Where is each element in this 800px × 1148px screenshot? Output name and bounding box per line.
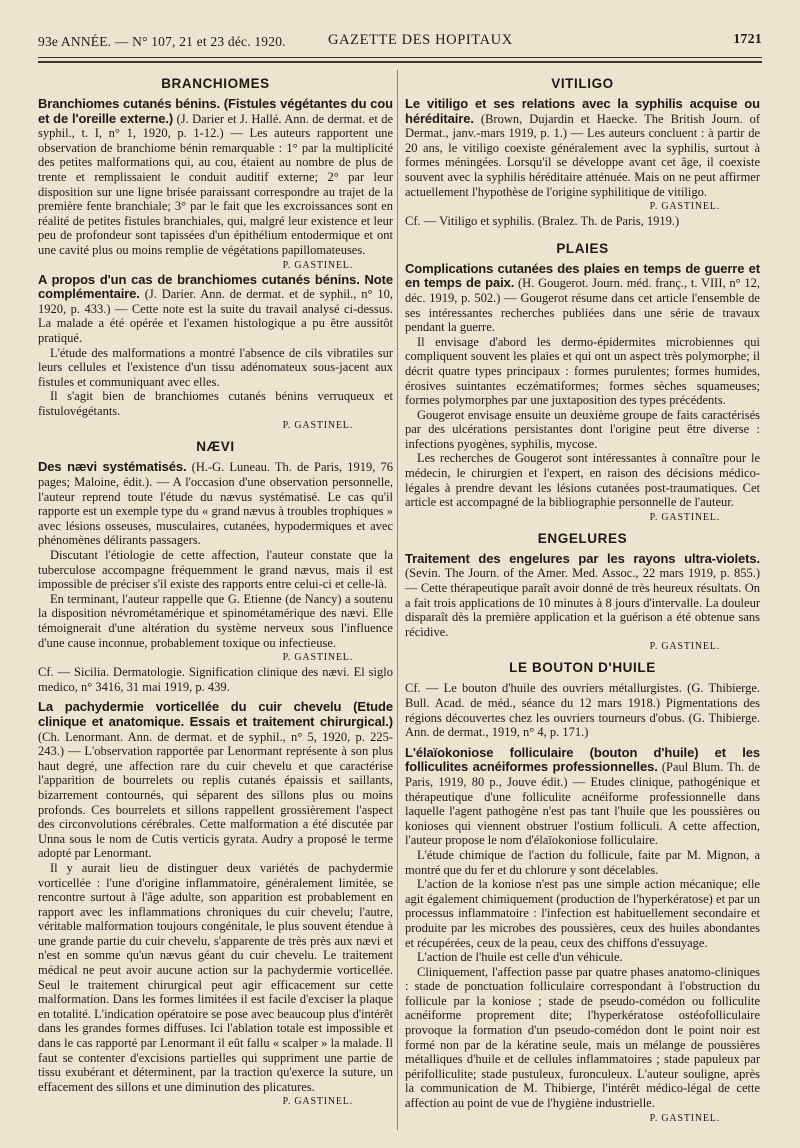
section-title: PLAIES xyxy=(556,240,609,256)
article-body: (Brown, Dujardin et Haecke. The British Journ. of Dermat., janv.-mars 1919, p. 1.) — Les auteurs concluent : à partir de 20 ans, le vitiligo coexiste généralement avec la syphilis, surtout à formes méningées. Lorsqu'il se développe avant cet âge, il coexiste souvent avec la syphilis héréditaire atténuée. Mais on ne peut affirmer actuellement l'hypothèse de l'origine syphilitique de vitiligo. xyxy=(405,111,761,199)
article-paragraph xyxy=(405,262,760,335)
column-divider xyxy=(397,70,398,1130)
article-paragraph: Les recherches de Gougerot sont intéressantes à connaître pour le médecin, le chirurgien et l'expert, en raison des décisions médico-légales à prendre devant les lésions cutanées post-traumatiques. Cet article est accompagné de la bibliographie personnelle de l'auteur. xyxy=(405,451,760,510)
article-paragraph: En terminant, l'auteur rappelle que G. Etienne (de Nancy) a soutenu la disposition névrométamérique et spinométamérique des nævi. Elle témoignerait d'une altération du système nerveux sous l'influence d'une cause inconnue, probablement toxique ou infectieuse. xyxy=(38,591,393,650)
article-title: L'élaïokoniose folliculaire (bouton d'huile) et les folliculites acnéiformes professionnelles. xyxy=(405,744,760,775)
article-paragraph: L'action de la koniose n'est pas une simple action mécanique; elle agit également chimiquement (production de l'hyperkératose) et par un processus inflammatoire : l'infection est habituellement secondaire et produite par les microbes des poussières, ceux des huiles abondantes et récupérées, ceux de la peau, ceux des chiffons d'essuyage. xyxy=(405,877,760,950)
author-signature: P. GASTINEL. xyxy=(649,511,720,523)
author-signature: P. GASTINEL. xyxy=(282,652,353,664)
journal-title: GAZETTE DES HOPITAUX xyxy=(328,32,513,48)
section-title: BRANCHIOMES xyxy=(161,76,270,91)
article-title: Des nævi systématisés. xyxy=(38,459,187,475)
author-signature: P. GASTINEL. xyxy=(649,641,720,653)
article-paragraph xyxy=(38,273,393,346)
article-paragraph: Cliniquement, l'affection passe par quatre phases anatomo-cliniques : stade de ponctuation folliculaire correspondant à l'obstruction du follicule par la koniose ; stade de pseudo-comédon ou folliculite acnéiforme proprement dite; l'hyperkératose ostéofolliculaire provoque la formation d'un pseudo-comédon dont le point noir est formé non par de la kératine seule, mais un mélange de poussières métalliques d'huile et de cellules inflammatoires ; stade papuleux par périfolliculite; stade pustuleux, furonculeux. L'auteur souligne, après la communication de M. Thibierge, l'intérêt médico-légal de cette affection au point de vue de l'hygiène industrielle. xyxy=(405,964,760,1111)
article-body: (H. Gougerot. Journ. méd. franç., t. VIII, n° 12, déc. 1919, p. 502.) — Gougerot résume dans cet article l'ensemble de ses intéressantes recherches publiées dans une série de travaux pendant la guerre. xyxy=(405,276,760,335)
article-paragraph: L'étude chimique de l'action du follicule, faite par M. Mignon, a montré que du fer et du chlorure y sont décelables. xyxy=(405,847,760,877)
article-title: Traitement des engelures par les rayons ultra-violets. xyxy=(405,550,760,566)
article-paragraph: L'étude des malformations a montré l'absence de cils vibratiles sur leurs cellules et l'existence d'un tissu adénomateux sous-jacent aux fistules et communiquant avec elles. xyxy=(38,345,393,389)
article-paragraph: Il y aurait lieu de distinguer deux variétés de pachydermie vorticellée : l'une d'origine inflammatoire, généralement limitée, se rencontre surtout à l'âge adulte, son apparition est probablement en rapport avec les inflammations chroniques du cuir chevelu; l'autre, véritable malformation toujours congénitale, le plus souvent étendue à une grande partie du cuir chevelu, s'apparente de très près aux nævi et n'est en somme qu'un nævus géant du cuir chevelu. Le traitement médical ne peut avoir aucune action sur la pachydermie vorticellée. Seul le traitement chirurgical peut agir efficacement sur cette malformation. Dans les formes limitées il est facile d'exciser la plaque en totalité. L'indication opératoire se pose avec beaucoup plus d'intérêt dans les grandes formes diffuses. Ici l'ablation totale est impossible et dans le cas rapporté par Lenormant il eût fallu « scalper » la malade. Il faut se contenter d'excisions partielles qui suppriment une partie de tissu exubérant et déterminent, par la traction qu'exerce la suture, un effacement des sillons et une diminution des plicatures. xyxy=(38,860,393,1094)
article-paragraph xyxy=(405,97,760,199)
article-paragraph: Il s'agit bien de branchiomes cutanés bénins verruqueux et fistulovégétants. xyxy=(38,389,393,418)
issue-info: 93e ANNÉE. — N° 107, 21 et 23 déc. 1920. xyxy=(38,34,286,49)
article-body: (H.-G. Luneau. Th. de Paris, 1919, 76 pages; Maloine, édit.). — A l'occasion d'une observation personnelle, l'auteur reprend toute l'étude du nævus systématisé. Le cas qu'il rapporte est un exemple type du « grand nævus à troubles trophiques » avec lésions osseuses, musculaires, cutanées, hypodermiques et avec phénomènes délirants passagers. xyxy=(38,460,394,548)
article-body: (Ch. Lenormant. Ann. de dermat. et de syphil., n° 5, 1920, p. 225-243.) — L'observation rapportée par Lenormant représente à son plus haut degré, une affection rare du cuir chevelu et que caractérise l'apparition de bourrelets ou replis cutanés épaissis et saillants, bizarrement contournés, qui séparent des sillons plus ou moins profonds. Ces bourrelets et sillons rappellent grossièrement l'aspect des circonvolutions cérébrales. Cette malformation a été discutée par Unna sous le nom de Cutis verticis gyrata. Audry a proposé le terme adopté par Lenormant. xyxy=(38,729,393,861)
section-title: LE BOUTON D'HUILE xyxy=(509,660,656,676)
author-signature: P. GASTINEL. xyxy=(282,1096,353,1108)
section-title: NÆVI xyxy=(196,439,235,455)
page-number: 1721 xyxy=(733,32,762,47)
left-column xyxy=(38,70,393,1109)
article-paragraph xyxy=(38,700,393,861)
section-title: ENGELURES xyxy=(537,530,628,546)
article-paragraph xyxy=(405,746,760,848)
article-title: Complications cutanées des plaies en temps de guerre et en temps de paix. xyxy=(405,260,760,291)
header-rule xyxy=(38,57,762,58)
author-signature: P. GASTINEL. xyxy=(282,420,353,432)
article-paragraph: Discutant l'étiologie de cette affection, l'auteur constate que la tuberculose accompagne fréquemment le grand nævus, mais il est impossible de préciser s'il existe des rapports entre celui-ci et celle-là. xyxy=(38,548,393,592)
article-body: (J. Darier. Ann. de dermat. et de syphil., n° 10, 1920, p. 433.) — Cette note est la suite du travail analysé ci-dessus. La malade a été opérée et l'examen histologique a pu être aussitôt pratiqué. xyxy=(38,287,393,345)
article-body: (Paul Blum. Th. de Paris, 1919, 80 p., Jouve édit.) — Etudes clinique, pathogénique et thérapeutique d'une folliculite acnéiforme professionnelle dans laquelle l'agent pathogène n'est pas tant l'huile que les poussières ou konioses qui viennent obstruer l'ostium folliculi. A cette affection, l'auteur propose le nom d'élaïokoniose folliculaire. xyxy=(405,760,761,848)
right-column xyxy=(405,70,760,1126)
article-paragraph: Il envisage d'abord les dermo-épidermites microbiennes qui compliquent souvent les plaies et qui ont un aspect très polymorphe; il décrit quatre types principaux : formes purulentes; formes humides, érosives suintantes eczématiformes; formes sèches squameuses; formes polymorphes par une juxtaposition des types précédents. xyxy=(405,334,760,408)
cf-text: Cf. — Vitiligo et syphilis. (Bralez. Th. de Paris, 1919.) xyxy=(405,214,680,229)
article-title: La pachydermie vorticellée du cuir chevelu (Etude clinique et anatomique. Essais et traitement chirurgical.) xyxy=(38,699,393,729)
cf-reference xyxy=(405,214,760,229)
article-paragraph xyxy=(405,552,760,640)
author-signature: P. GASTINEL. xyxy=(649,201,720,213)
article-title: A propos d'un cas de branchiomes cutanés bénins. Note complémentaire. xyxy=(38,271,393,302)
cf-text: Cf. — Sicilia. Dermatologie. Signification clinique des nævi. El siglo medico, n° 3416, 31 mai 1919, p. 439. xyxy=(38,665,393,694)
header-rule-thick xyxy=(38,61,762,63)
author-signature: P. GASTINEL. xyxy=(282,259,353,271)
cf-reference xyxy=(38,665,393,694)
article-paragraph: Gougerot envisage ensuite un deuxième groupe de faits caractérisés par des ulcérations persistantes dont l'origine peut être diverse : infections pyogènes, syphilis, mycose. xyxy=(405,407,760,451)
section-title: VITILIGO xyxy=(551,76,614,91)
article-paragraph xyxy=(38,97,393,258)
spacer xyxy=(405,229,760,235)
cf-text: Cf. — Le bouton d'huile des ouvriers métallurgistes. (G. Thibierge. Bull. Acad. de méd., séance du 12 mars 1918.) Pigmentations des régions découvertes chez les ouvriers tourneurs d'obus. (G. Thibierge. Ann. de dermat., 1919, n° 4, p. 171.) xyxy=(405,681,760,740)
article-title: Le vitiligo et ses relations avec la syphilis acquise ou héréditaire. xyxy=(405,96,760,126)
article-paragraph xyxy=(38,460,393,548)
article-body: (J. Darier et J. Hallé. Ann. de dermat. et de syphil., t. I, n° 1, 1920, p. 1-12.) — Les auteurs rapportent une observation de branchiome bénin remarquable : 1° par la multiplicité des petites malformations qui, au cou, étaient au nombre de plus de trente et remplissaient le conduit auditif externe; 2° par leur disposition sur une ligne brisée paraissant correspondre au trajet de la première fente branchiale; 3° par le fait que les excroissances sont en réalité de petites fistules branchiales, qui, malgré leur existence et leur peu de profondeur sont tapissées d'un épithélium entodermique et ont une cavité plus ou moins remplie de végétations papillomateuses. xyxy=(38,111,394,257)
author-signature: P. GASTINEL. xyxy=(649,1112,720,1124)
page-header xyxy=(38,30,762,54)
article-title: Branchiomes cutanés bénins. (Fistules végétantes du cou et de l'oreille externe.) xyxy=(38,96,393,126)
cf-reference xyxy=(405,681,760,739)
article-paragraph: L'action de l'huile est celle d'un véhicule. xyxy=(417,950,623,965)
article-body: (Sevin. The Journ. of the Amer. Med. Assoc., 22 mars 1919, p. 855.) — Cette thérapeutique paraît avoir donné de très heureux résultats. On a fait trois applications de 10 minutes à 8 jours d'intervalle. La douleur disparaît dès la première application et la guérison a été obtenue sans récidive. xyxy=(405,566,760,639)
